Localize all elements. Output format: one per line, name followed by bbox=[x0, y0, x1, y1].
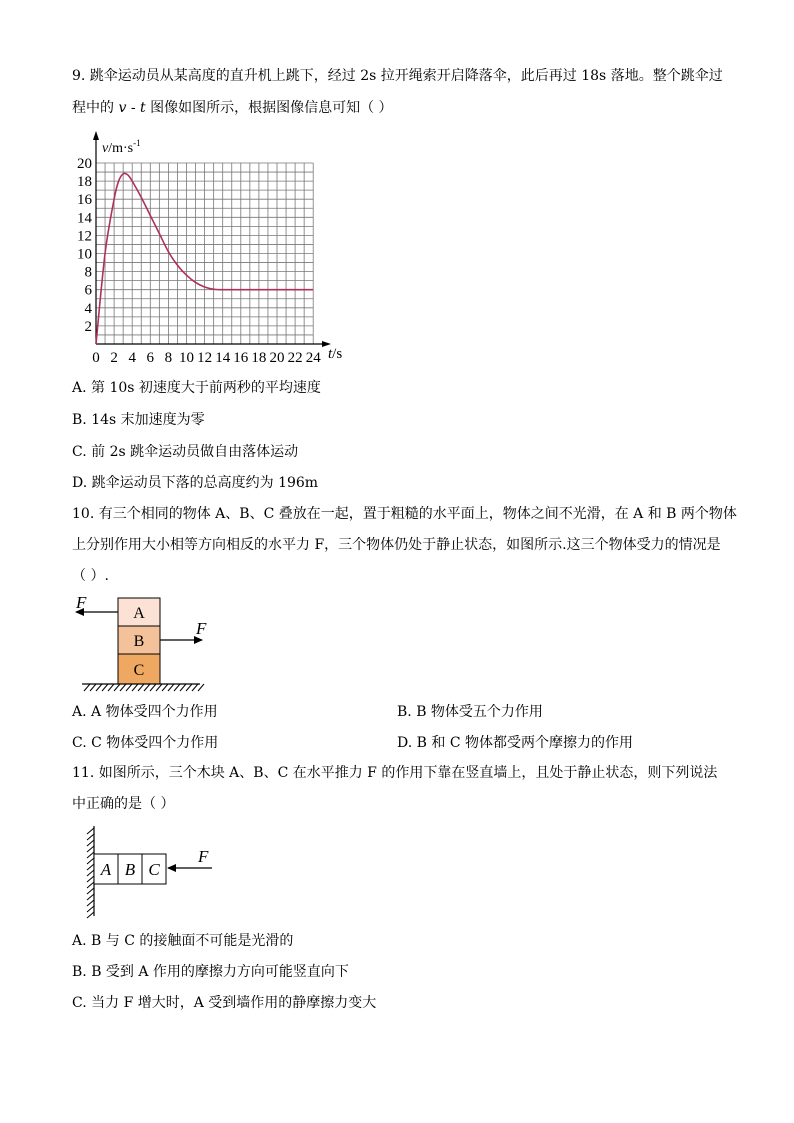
x-tick-label: 16 bbox=[233, 350, 249, 366]
hatch-stroke bbox=[120, 684, 126, 691]
q10-stem-line-3: （ ）. bbox=[72, 568, 109, 584]
q11-option-c: C. 当力 F 增大时，A 受到墙作用的静摩擦力变大 bbox=[72, 995, 377, 1011]
x-tick-label: 18 bbox=[251, 350, 267, 366]
x-tick-label: 6 bbox=[146, 350, 155, 366]
q10-stem-line-1: 10. 有三个相同的物体 A、B、C 叠放在一起，置于粗糙的水平面上，物体之间不光滑，在 A 和 B 两个物体 bbox=[72, 506, 737, 522]
wall-hatching bbox=[87, 828, 94, 918]
y-axis-label bbox=[102, 138, 141, 156]
hatch-stroke bbox=[87, 864, 94, 870]
x-tick-label: 12 bbox=[197, 350, 213, 366]
y-tick-label: 18 bbox=[77, 174, 92, 191]
x-tick-label: 2 bbox=[110, 350, 118, 366]
hatch-stroke bbox=[114, 684, 120, 691]
hatch-stroke bbox=[87, 894, 94, 900]
hatch-stroke bbox=[87, 828, 94, 834]
q10-option-a: A. A 物体受四个力作用 bbox=[72, 704, 218, 720]
q10-option-d: D. B 和 C 物体都受两个摩擦力的作用 bbox=[397, 735, 633, 751]
hatch-stroke bbox=[186, 684, 192, 691]
block-a-label: A bbox=[133, 605, 145, 622]
x-tick-label: 10 bbox=[179, 350, 194, 366]
chart-tick-labels bbox=[77, 156, 321, 366]
x-axis-label bbox=[328, 346, 342, 362]
q10-option-c: C. C 物体受四个力作用 bbox=[72, 735, 219, 751]
x-tick-label: 22 bbox=[287, 350, 303, 366]
hatch-stroke bbox=[180, 684, 186, 691]
q9-stem-prefix: 程中的 bbox=[72, 100, 119, 116]
block-b-label: B bbox=[124, 860, 136, 879]
hatch-stroke bbox=[87, 900, 94, 906]
hatch-stroke bbox=[87, 912, 94, 918]
y-axis-symbol: v bbox=[102, 141, 109, 156]
hatch-stroke bbox=[87, 840, 94, 846]
x-tick-label: 4 bbox=[128, 350, 136, 366]
q11-wall-blocks-figure bbox=[80, 824, 220, 920]
q9-option-c: C. 前 2s 跳伞运动员做自由落体运动 bbox=[72, 444, 299, 460]
block-b-label: B bbox=[133, 633, 145, 650]
y-tick-label: 4 bbox=[84, 300, 92, 317]
x-tick-label: 8 bbox=[164, 350, 173, 366]
hatch-stroke bbox=[87, 906, 94, 912]
hatch-stroke bbox=[126, 684, 132, 691]
q11-stem-line-2: 中正确的是（ ） bbox=[72, 796, 175, 812]
hatch-stroke bbox=[87, 846, 94, 852]
vt-graph bbox=[60, 128, 360, 368]
q10-stem-line-2: 上分别作用大小相等方向相反的水平力 F，三个物体仍处于静止状态，如图所示.这三个物体受力的情况是 bbox=[72, 537, 721, 553]
force-label-left: F bbox=[76, 593, 87, 612]
q10-stacked-blocks-figure bbox=[70, 592, 220, 694]
hatch-stroke bbox=[198, 684, 204, 691]
hatch-stroke bbox=[87, 876, 94, 882]
x-tick-label: 20 bbox=[269, 350, 285, 366]
chart-grid bbox=[96, 163, 313, 344]
hatch-stroke bbox=[87, 834, 94, 840]
hatch-stroke bbox=[90, 684, 96, 691]
y-axis-exponent: -1 bbox=[133, 138, 141, 148]
block-c-label: C bbox=[148, 860, 160, 879]
q11-stem-line-1: 11. 如图所示，三个木块 A、B、C 在水平推力 F 的作用下靠在竖直墙上，且处于静止状态，则下列说法 bbox=[72, 765, 718, 781]
q11-option-b: B. B 受到 A 作用的摩擦力方向可能竖直向下 bbox=[72, 964, 349, 980]
q9-option-d: D. 跳伞运动员下落的总高度约为 196m bbox=[72, 475, 319, 491]
hatch-stroke bbox=[84, 684, 90, 691]
q9-stem-suffix: 图像如图所示，根据图像信息可知（ ） bbox=[145, 100, 393, 116]
q10-option-b: B. B 物体受五个力作用 bbox=[397, 704, 543, 720]
hatch-stroke bbox=[174, 684, 180, 691]
x-tick-label: 24 bbox=[305, 350, 321, 366]
q9-stem-line-2 bbox=[72, 98, 393, 118]
x-axis-unit: /s bbox=[332, 346, 343, 362]
hatch-stroke bbox=[96, 684, 102, 691]
hatch-stroke bbox=[87, 882, 94, 888]
hatch-stroke bbox=[162, 684, 168, 691]
hatch-stroke bbox=[156, 684, 162, 691]
hatch-stroke bbox=[87, 870, 94, 876]
hatch-stroke bbox=[192, 684, 198, 691]
hatch-stroke bbox=[150, 684, 156, 691]
y-tick-label: 2 bbox=[84, 318, 92, 335]
hatch-stroke bbox=[138, 684, 144, 691]
hatch-stroke bbox=[108, 684, 114, 691]
q9-stem-dash: - bbox=[126, 100, 141, 116]
y-axis-arrow bbox=[93, 131, 99, 140]
q11-option-a: A. B 与 C 的接触面不可能是光滑的 bbox=[72, 933, 294, 949]
hatch-stroke bbox=[87, 888, 94, 894]
y-tick-label: 16 bbox=[77, 192, 92, 209]
hatch-stroke bbox=[144, 684, 150, 691]
q9-stem-v: v bbox=[118, 100, 127, 116]
y-axis-unit: /m·s bbox=[108, 141, 134, 156]
x-tick-label: 0 bbox=[92, 350, 100, 366]
hatch-stroke bbox=[132, 684, 138, 691]
y-tick-label: 8 bbox=[84, 264, 92, 281]
hatch-stroke bbox=[168, 684, 174, 691]
ground-hatching bbox=[84, 684, 204, 691]
force-label-right: F bbox=[196, 619, 207, 638]
force-label: F bbox=[198, 847, 209, 866]
q9-option-b: B. 14s 末加速度为零 bbox=[72, 412, 205, 428]
q9-stem-t: t bbox=[140, 100, 146, 116]
block-a-label: A bbox=[100, 860, 112, 879]
block-c-label: C bbox=[133, 662, 145, 679]
q9-stem-line-1: 9. 跳伞运动员从某高度的直升机上跳下，经过 2s 拉开绳索开启降落伞，此后再过 18s 落地。整个跳伞过 bbox=[72, 68, 723, 84]
y-tick-label: 12 bbox=[77, 228, 92, 245]
x-axis-symbol: t bbox=[328, 346, 333, 362]
hatch-stroke bbox=[87, 858, 94, 864]
y-tick-label: 6 bbox=[84, 282, 92, 299]
q9-option-a: A. 第 10s 初速度大于前两秒的平均速度 bbox=[72, 380, 321, 396]
y-tick-label: 20 bbox=[77, 156, 92, 172]
hatch-stroke bbox=[87, 852, 94, 858]
y-tick-label: 14 bbox=[77, 210, 92, 227]
y-tick-label: 10 bbox=[77, 246, 92, 263]
x-tick-label: 14 bbox=[215, 350, 231, 366]
hatch-stroke bbox=[102, 684, 108, 691]
